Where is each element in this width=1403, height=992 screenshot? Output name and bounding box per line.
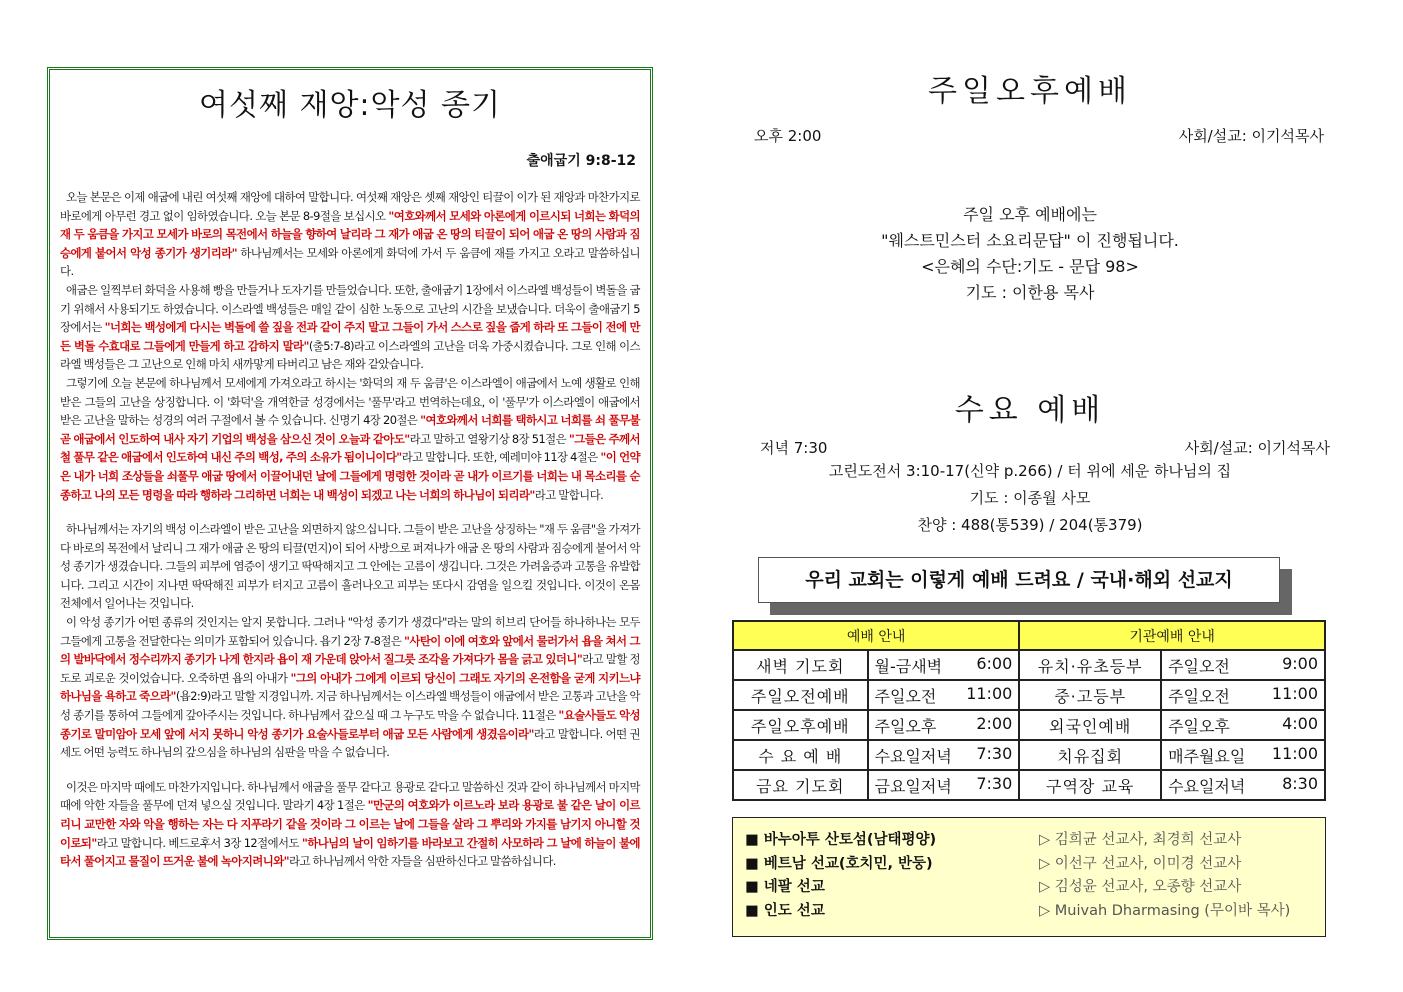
table-row <box>733 680 1325 710</box>
worship-when: 주일오전 <box>874 686 937 706</box>
wednesday-prayer: 기도 : 이종월 사모 <box>969 489 1091 507</box>
scripture-quote: "요술사들도 악성 종기로 말미암아 모세 앞에 서지 못하니 악성 종기가 요술사들로부터 애굽 모든 사람에게 생겼음이라" <box>60 708 640 741</box>
dept-time <box>1161 650 1325 680</box>
sermon-text: (출5:7-8)라고 이스라엘의 고난을 더욱 가중시켰습니다. 그로 인해 이스라엘 백성들은 그 고난으로 인해 마치 새까맣게 타버리고 남은 재와 같았습니다. <box>60 338 640 372</box>
sermon-paragraph <box>60 188 640 281</box>
mission-place: ■ 네팔 선교 <box>745 879 825 895</box>
worship-name: 새벽 기도회 <box>733 650 868 680</box>
wednesday-scripture: 고린도전서 3:10-17(신약 p.266) / 터 위에 세운 하나님의 집 <box>828 462 1232 480</box>
missionaries: ▷ Muivah Dharmasing (무이바 목사) <box>1039 902 1291 919</box>
sermon-text: 라고 말합니다. 베드로후서 3장 12절에서도 <box>96 835 302 850</box>
sermon-text: 애굽은 일찍부터 화덕을 사용해 빵을 만들거나 도자기를 만들었습니다. 또한, 출애굽기 1장에서 이스라엘 백성들이 벽돌을 굽기 위해서 사용되기도 하였습니다. 이스라엘 백성들은 매일 같이 심한 노동으로 고난의 시간을 보냈습니다. 더욱이 출애굽기 5장에서는 <box>60 282 640 335</box>
sermon-text: 하나님께서는 자기의 백성 이스라엘이 받은 고난을 외면하지 않으십니다. 그들이 받은 고난을 상징하는 "재 두 움큼"을 가져가 다 바로의 목전에서 날리니 그 재가 애굽 온 땅의 티끌(먼지)이 되어 사방으로 퍼져나가 애굽 온 땅의 사람과 짐승에게 붙어서 악성 종기가 생겼습니다. 그들의 피부에 염증이 생기고 딱딱해지고 그 안에는 고름이 생깁니다. 그것은 가려움증과 고통을 유발합니다. 그리고 시간이 지나면 딱딱해진 피부가 터지고 고름이 흘러나오고 피부는 또다시 감염을 일으킬 것입니다. 이것이 온몸 전체에서 일어나는 것입니다. <box>60 522 640 611</box>
scripture-quote: "사탄이 이에 여호와 앞에서 물러가서 욥을 쳐서 그의 발바닥에서 정수리까지 종기가 나게 한지라 욥이 재 가운데 앉아서 질그릇 조각을 가져다가 몸을 긁고 있더니" <box>60 633 640 667</box>
worship-hour: 11:00 <box>966 683 1013 703</box>
sermon-body <box>60 188 640 871</box>
sermon-text: 이것은 마지막 때에도 마찬가지입니다. 하나님께서 애굽을 풀무 같다고 용광로 같다고 말씀하신 것과 같이 하나님께서 마지막 때에 악한 자들을 풀무에 던져 넣으실 것입니다. 말라기 4장 1절은 <box>60 779 640 813</box>
worship-name: 주일오전예배 <box>733 680 868 710</box>
table-row <box>733 770 1325 800</box>
sermon-text: 오늘 본문은 이제 애굽에 내린 여섯째 재앙에 대하여 말합니다. 여섯째 재앙은 셋째 재앙인 티끌이 이가 된 재앙과 마찬가지로 바로에게 아무런 경고 없이 임하였습니다. 오늘 본문 8-9절을 보십시오 <box>60 190 640 223</box>
dept-when: 수요일저녁 <box>1168 776 1246 796</box>
sermon-paragraph <box>60 778 640 871</box>
worship-time <box>868 680 1020 710</box>
sermon-box <box>47 67 653 940</box>
scripture-quote: "여호와께서 모세와 아론에게 이르시되 너희는 화덕의 재 두 움큼을 가지고 모세가 바로의 목전에서 하늘을 향하여 날리라 그 재가 애굽 온 땅의 티끌이 되어 애굽 온 땅의 사람과 짐승에게 붙어서 악성 종기가 생기리라" <box>60 208 640 260</box>
mission-box <box>732 817 1326 937</box>
table-header-row <box>733 621 1325 650</box>
dept-name: 유치·유초등부 <box>1019 650 1161 680</box>
dept-name: 구역장 교육 <box>1019 770 1161 800</box>
notice-line: <은혜의 수단:기도 - 문답 98> <box>921 257 1139 276</box>
dept-hour: 4:00 <box>1282 713 1318 733</box>
scripture-quote: "그의 아내가 그에게 이르되 당신이 그래도 자기의 온전함을 굳게 지키느냐 하나님을 욕하고 죽으라" <box>60 670 640 704</box>
worship-when: 금요일저녁 <box>874 776 952 796</box>
dept-hour: 8:30 <box>1282 773 1318 793</box>
sunday-pm-title: 주일오후예배 <box>928 74 1132 109</box>
scripture-quote: "여호와께서 너희를 택하시고 너희를 쇠 풀무불 곧 애굽에서 인도하여 내사 자기 기업의 백성을 삼으신 것이 오늘과 같아도" <box>60 413 640 446</box>
missionaries: ▷ 이선구 선교사, 이미경 선교사 <box>1039 855 1242 872</box>
sermon-text: 라고 말합니다. <box>534 487 604 502</box>
worship-schedule-table <box>732 620 1326 801</box>
sermon-text: 라고 말합니다. 어떤 권세도 어떤 능력도 하나님의 갚으심을 하나님의 심판을 막을 수 없습니다. <box>60 726 640 760</box>
dept-name: 중·고등부 <box>1019 680 1161 710</box>
dept-hour: 11:00 <box>1271 683 1318 703</box>
mission-row <box>743 852 1315 876</box>
dept-name: 치유집회 <box>1019 740 1161 770</box>
worship-hour: 7:30 <box>976 773 1013 793</box>
worship-hour: 6:00 <box>976 653 1013 673</box>
wednesday-hymn: 찬양 : 488(통539) / 204(통379) <box>917 516 1143 534</box>
dept-time <box>1161 740 1325 770</box>
table-row <box>733 710 1325 740</box>
worship-when: 주일오후 <box>874 716 937 736</box>
dept-when: 주일오전 <box>1168 656 1230 676</box>
sermon-paragraph <box>60 281 640 374</box>
sermon-text: 라고 하나님께서 악한 자들을 심판하신다고 말씀하십니다. <box>289 854 556 869</box>
dept-when: 매주월요일 <box>1168 746 1246 766</box>
worship-when: 월-금새벽 <box>874 656 943 676</box>
table-row <box>733 650 1325 680</box>
scripture-quote: "만군의 여호와가 이르노라 보라 용광로 불 같은 날이 이르리니 교만한 자와 악을 행하는 자는 다 지푸라기 같을 것이라 그 이르는 날에 그들을 살라 그 뿌리와 가지를 남기지 아니할 것이로되" <box>60 798 640 850</box>
sermon-paragraph <box>60 520 640 613</box>
dept-when: 주일오후 <box>1168 716 1230 736</box>
sermon-title: 여섯째 재앙:악성 종기 <box>199 88 501 123</box>
worship-time <box>868 710 1020 740</box>
dept-hour: 9:00 <box>1282 653 1318 673</box>
scripture-quote: "너희는 백성에게 다시는 벽돌에 쓸 짚을 전과 같이 주지 말고 그들이 가서 스스로 짚을 줍게 하라 또 그들이 전에 만든 벽돌 수효대로 그들에게 만들게 하고 감하지 말라" <box>60 320 640 353</box>
worship-time <box>868 650 1020 680</box>
sermon-text: (욥2:9)라고 말할 지경입니까. 지금 하나님께서는 이스라엘 백성들이 애굽에서 받은 고통과 고난을 악성 종기를 통하여 그들에게 갚아주시는 것입니다. 하나님께서 갚으실 때 그 누구도 막을 수 없습니다. 11절은 <box>60 689 640 723</box>
scripture-quote: "그들은 주께서 철 풀무 같은 애굽에서 인도하여 내신 주의 백성, 주의 소유가 됨이니이다" <box>60 431 641 465</box>
dept-time <box>1161 710 1325 740</box>
scripture-quote: "하나님의 날이 임하기를 바라보고 간절히 사모하라 그 날에 하늘이 불에 타서 풀어지고 물질이 뜨거운 불에 녹아지려니와" <box>60 835 640 869</box>
dept-when: 주일오전 <box>1168 686 1230 706</box>
mission-row <box>743 899 1315 923</box>
mission-row <box>743 875 1315 899</box>
worship-time <box>868 770 1020 800</box>
sermon-text: 라고 말할 정도로 괴로운 것이었습니다. 오죽하면 욥의 아내가 <box>60 652 640 685</box>
worship-hour: 2:00 <box>976 713 1013 733</box>
worship-banner: 우리 교회는 이렇게 예배 드려요 / 국내·해외 선교지 <box>758 557 1280 603</box>
mission-place: ■ 바누아투 산토섬(남태평양) <box>745 832 937 848</box>
sermon-paragraph <box>60 374 640 504</box>
sermon-text: 라고 말하고 열왕기상 8장 51절은 <box>409 431 569 446</box>
wednesday-time: 저녁 7:30 <box>760 439 828 457</box>
sermon-text: 그렇기에 오늘 본문에 하나님께서 모세에게 가져오라고 하시는 '화덕의 재 두 움큼'은 이스라엘이 애굽에서 노예 생활로 인해 받은 그들의 고난을 상징합니다. 이 '화덕'을 개역한글 성경에서는 '풀무'라고 번역하는데요, 이 '풀무'가 이스라엘이 애굽에서 받은 고난을 말하는 성경의 여러 구절에서 볼 수 있습니다. 신명기 4장 20절은 <box>60 375 640 428</box>
worship-name: 수 요 예 배 <box>733 740 868 770</box>
notice-line: 기도 : 이한용 목사 <box>965 283 1095 302</box>
worship-name: 금요 기도회 <box>733 770 868 800</box>
mission-place: ■ 베트남 선교(호치민, 반둥) <box>745 855 933 872</box>
dept-name: 외국인예배 <box>1019 710 1161 740</box>
worship-when: 수요일저녁 <box>874 746 952 766</box>
sunday-pm-notice <box>700 202 1360 306</box>
scripture-quote: "이 언약은 내가 너희 조상들을 쇠풀무 애굽 땅에서 이끌어내던 날에 그들에게 명령한 것이라 곧 내가 이르기를 너희는 내 목소리를 순종하고 나의 모든 명령을 따라 행하라 그리하면 너희는 내 백성이 되겠고 나는 너희의 하나님이 되리라" <box>60 450 640 502</box>
missionaries: ▷ 김성윤 선교사, 오종향 선교사 <box>1039 879 1242 895</box>
notice-line: 주일 오후 예배에는 <box>963 205 1097 224</box>
mission-row <box>743 828 1315 852</box>
notice-line: "웨스트민스터 소요리문답" 이 진행됩니다. <box>881 231 1179 250</box>
sunday-pm-leader: 사회/설교: 이기석목사 <box>1178 127 1324 145</box>
header-dept: 기관예배 안내 <box>1019 621 1325 650</box>
table-row <box>733 740 1325 770</box>
mission-place: ■ 인도 선교 <box>745 902 825 919</box>
wednesday-title: 수요 예배 <box>954 393 1106 428</box>
sermon-text: 하나님께서는 모세와 아론에게 화덕에 가서 두 움큼에 재를 가지고 오라고 말씀하십니다. <box>60 245 640 279</box>
dept-hour: 11:00 <box>1271 743 1318 763</box>
header-worship: 예배 안내 <box>733 621 1019 650</box>
missionaries: ▷ 김희균 선교사, 최경희 선교사 <box>1039 832 1242 848</box>
sermon-reference: 출애굽기 9:8-12 <box>526 153 636 169</box>
worship-hour: 7:30 <box>976 743 1013 763</box>
sunday-pm-time: 오후 2:00 <box>754 127 822 145</box>
sermon-text: 이 악성 종기가 어떤 종류의 것인지는 알지 못합니다. 그러나 "악성 종기가 생겼다"라는 말의 히브리 단어들 하나하나는 모두 그들에게 고통을 전달한다는 의미가 포함되어 있습니다. 욥기 2장 7-8절은 <box>60 615 640 648</box>
wednesday-details <box>700 458 1360 539</box>
wednesday-leader: 사회/설교: 이기석목사 <box>1184 439 1330 457</box>
dept-time <box>1161 680 1325 710</box>
worship-time <box>868 740 1020 770</box>
sermon-paragraph <box>60 613 640 762</box>
dept-time <box>1161 770 1325 800</box>
sermon-text: 라고 말합니다. 또한, 예레미야 11장 4절은 <box>401 450 601 465</box>
worship-name: 주일오후예배 <box>733 710 868 740</box>
